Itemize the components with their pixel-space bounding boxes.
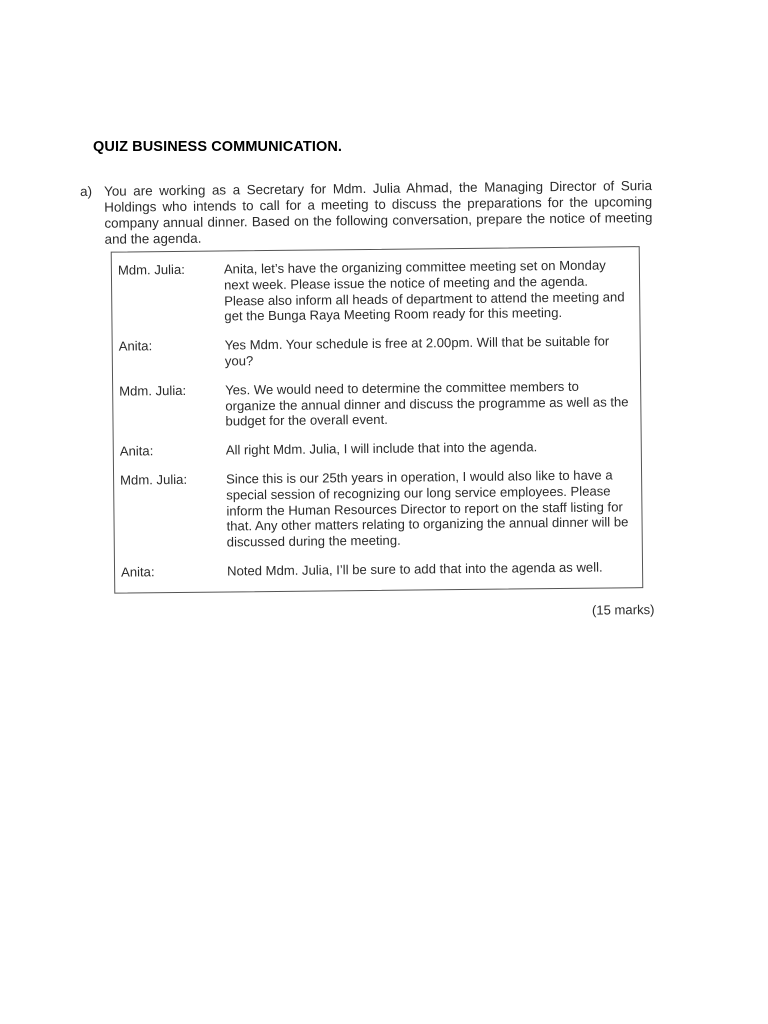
- speaker-name: Anita:: [119, 443, 154, 459]
- dialogue-text: Yes Mdm. Your schedule is free at 2.00pm. Will that be suitable for you?: [224, 333, 610, 369]
- dialogue-row: [118, 257, 630, 326]
- dialogue-row: [120, 438, 631, 459]
- dialogue-text: Since this is our 25th years in operation, I would also like to have a special session of recognizing our long service employees. Please inform the Human Resources Director to report on the staff listing for that. Any other matters relating to organizing the annual dinner will be discussed during the meeting.: [226, 467, 629, 550]
- dialogue-row: [119, 378, 630, 431]
- question-a: [80, 178, 653, 248]
- speaker-name: Mdm. Julia:: [120, 471, 188, 488]
- dialogue-text: Anita, let’s have the organizing committee meeting set on Monday next week. Please issue the notice of meeting and the agenda. Please also inform all heads of department to attend the meeting and get the Bunga Raya Meeting Room ready for this meeting.: [223, 257, 625, 324]
- dialogue-box: [111, 246, 644, 593]
- dialogue-row: [121, 559, 632, 580]
- question-letter: a): [80, 183, 93, 199]
- speaker-name: Anita:: [120, 564, 155, 580]
- scanned-question: [80, 178, 657, 623]
- speaker-name: Anita:: [118, 338, 153, 354]
- dialogue-text: Noted Mdm. Julia, I’ll be sure to add that into the agenda as well.: [226, 559, 603, 579]
- dialogue-row: [120, 467, 632, 551]
- dialogue-row: [119, 333, 630, 370]
- question-text: You are working as a Secretary for Mdm. Julia Ahmad, the Managing Director of Suria Holdings who intends to call for a meeting to discuss the preparations for the upcoming company annual dinner. Based on the following conversation, prepare the notice of meeting and the agenda.: [103, 178, 653, 247]
- dialogue-text: Yes. We would need to determine the committee members to organize the annual dinner and discuss the programme as well as the budget for the overall event.: [225, 378, 629, 429]
- dialogue-text: All right Mdm. Julia, I will include that into the agenda.: [225, 439, 538, 458]
- speaker-name: Mdm. Julia:: [119, 382, 187, 399]
- speaker-name: Mdm. Julia:: [117, 261, 185, 278]
- marks-label: (15 marks): [591, 601, 655, 618]
- page-title: QUIZ BUSINESS COMMUNICATION.: [93, 139, 343, 155]
